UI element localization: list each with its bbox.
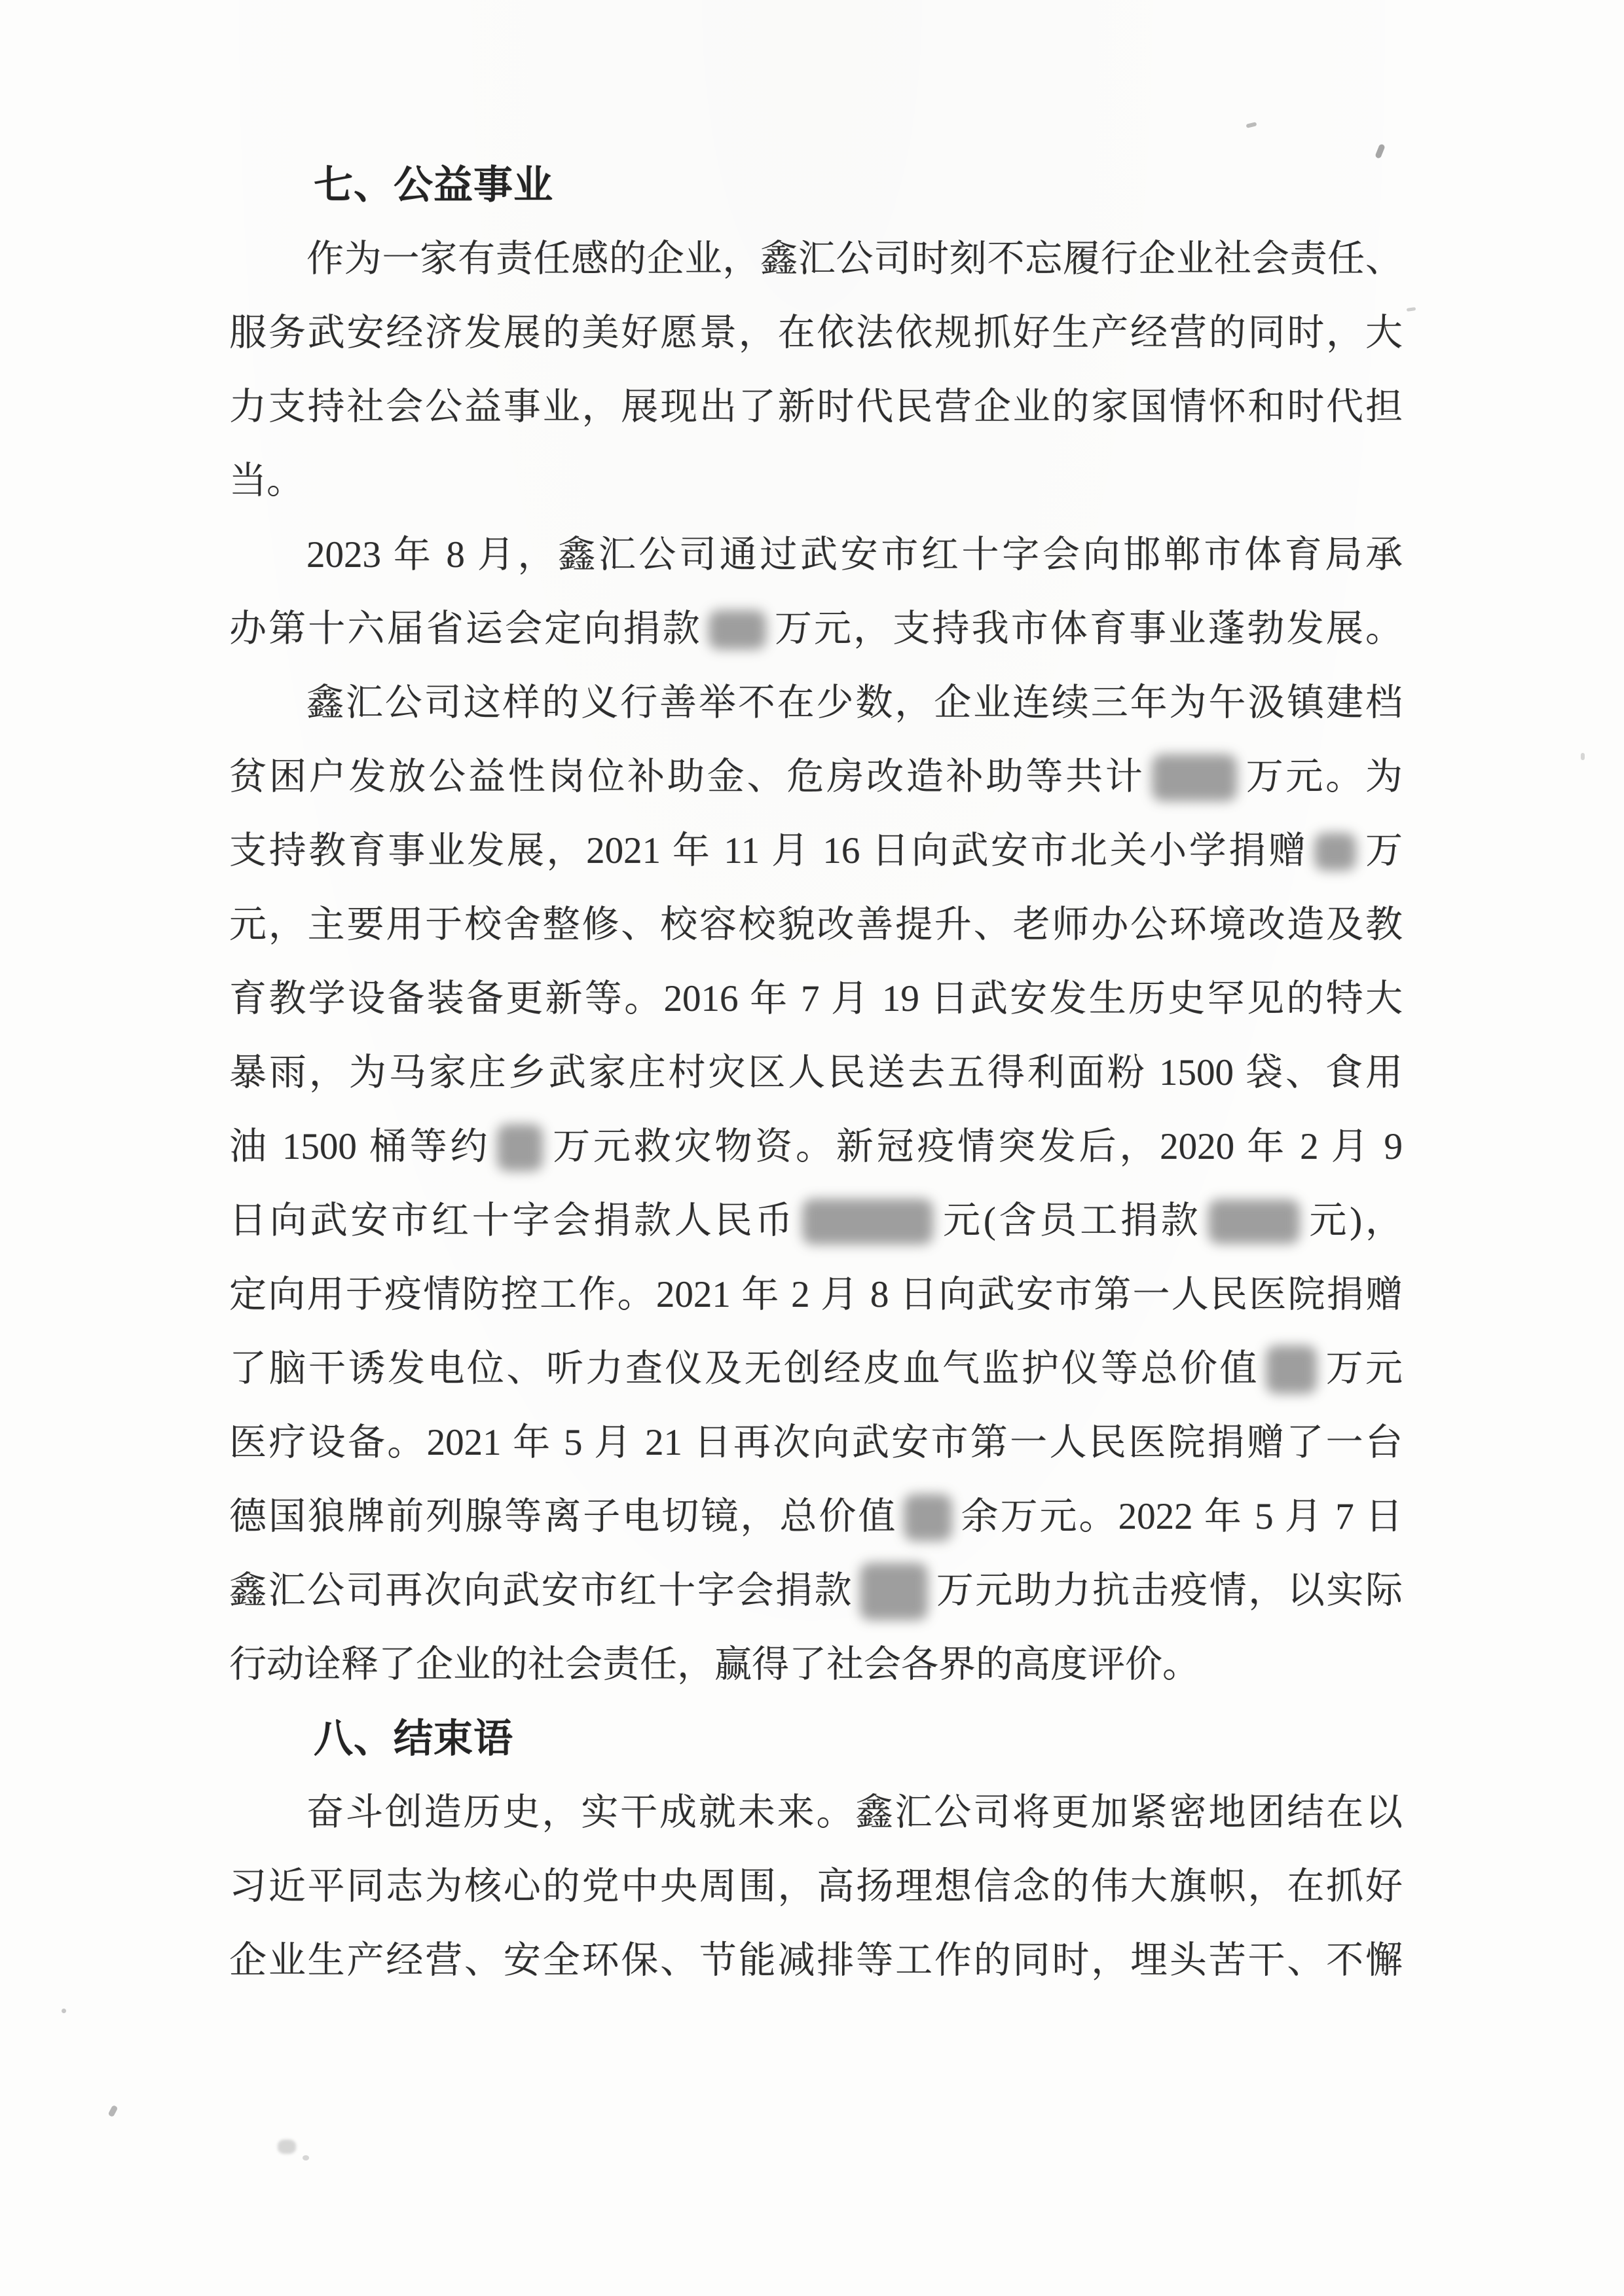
text-run: 德国狼牌前列腺等离子电切镜，总价值 [229, 1496, 898, 1537]
section-heading [229, 1702, 1403, 1776]
text-run: 元(含员工捐款 [940, 1200, 1202, 1241]
text-run: 了脑干诱发电位、听力查仪及无创经皮血气监护仪等总价值 [229, 1348, 1259, 1389]
text-line [229, 222, 1403, 296]
text-line [229, 1110, 1403, 1184]
text-run: 油 1500 桶等约 [229, 1126, 491, 1167]
text-run: 习近平同志为核心的党中央周围，高扬理想信念的伟大旗帜，在抓好 [229, 1866, 1403, 1907]
text-line [229, 1406, 1403, 1480]
text-run: 元，主要用于校舍整修、校容校貌改善提升、老师办公环境改造及教 [229, 904, 1403, 945]
text-run: 办第十六届省运会定向捐款 [229, 608, 702, 649]
redaction-blur [904, 1494, 952, 1541]
text-line [229, 592, 1403, 666]
text-line [229, 666, 1403, 740]
text-run: 作为一家有责任感的企业，鑫汇公司时刻不忘履行企业社会责任、 [306, 238, 1403, 280]
text-line [229, 1628, 1403, 1702]
scan-speck [303, 2155, 309, 2160]
scan-speck [1581, 753, 1585, 760]
text-run: 育教学设备装备更新等。2016 年 7 月 19 日武安发生历史罕见的特大 [229, 978, 1403, 1019]
scan-speck [1407, 307, 1416, 312]
text-run: 万元 [1323, 1348, 1403, 1389]
text-line [229, 518, 1403, 592]
redaction-blur [1152, 754, 1237, 801]
scan-speck [108, 2105, 119, 2117]
text-run: 医疗设备。2021 年 5 月 21 日再次向武安市第一人民医院捐赠了一台 [229, 1422, 1403, 1463]
redaction-blur [1266, 1345, 1317, 1394]
text-line [229, 1850, 1403, 1923]
text-run: 日向武安市红十字会捐款人民币 [229, 1200, 796, 1241]
section-heading [229, 148, 1403, 222]
text-run: 定向用于疫情防控工作。2021 年 2 月 8 日向武安市第一人民医院捐赠 [229, 1274, 1403, 1315]
text-run: 企业生产经营、安全环保、节能减排等工作的同时，埋头苦干、不懈 [229, 1940, 1403, 1981]
text-run: 万元。为 [1243, 756, 1403, 797]
text-run: 万元助力抗击疫情，以实际 [934, 1570, 1403, 1611]
scan-speck [1246, 122, 1257, 128]
scan-speck [278, 2140, 296, 2154]
text-line [229, 1036, 1403, 1110]
text-run: 七、公益事业 [314, 163, 553, 207]
text-run: 万元救灾物资。新冠疫情突发后，2020 年 2 月 9 [549, 1126, 1403, 1167]
text-run: 八、结束语 [314, 1717, 513, 1760]
redaction-blur [860, 1563, 928, 1620]
text-run: 鑫汇公司再次向武安市红十字会捐款 [229, 1570, 854, 1611]
text-line [229, 888, 1403, 962]
text-run: 支持教育事业发展，2021 年 11 月 16 日向武安市北关小学捐赠 [229, 830, 1308, 871]
text-line [229, 740, 1403, 814]
redaction-blur [802, 1199, 933, 1245]
text-line [229, 1258, 1403, 1332]
document-text [229, 148, 1403, 1997]
text-line [229, 1554, 1403, 1628]
redaction-blur [1208, 1199, 1300, 1244]
text-run: 贫困户发放公益性岗位补助金、危房改造补助等共计 [229, 756, 1145, 797]
text-run: 余万元。2022 年 5 月 7 日 [959, 1496, 1403, 1537]
text-line [229, 444, 1403, 518]
redaction-blur [497, 1124, 543, 1171]
scan-speck [62, 2009, 66, 2013]
redaction-blur [709, 610, 766, 649]
text-run: 行动诠释了企业的社会责任，赢得了社会各界的高度评价。 [229, 1644, 1200, 1685]
text-run: 万 [1363, 830, 1403, 871]
text-run: 暴雨，为马家庄乡武家庄村灾区人民送去五得利面粉 1500 袋、食用 [229, 1052, 1403, 1093]
text-line [229, 1332, 1403, 1406]
text-run: 服务武安经济发展的美好愿景，在依法依规抓好生产经营的同时，大 [229, 312, 1403, 354]
text-line [229, 1776, 1403, 1850]
text-line [229, 370, 1403, 444]
text-line [229, 962, 1403, 1036]
text-run: 万元，支持我市体育事业蓬勃发展。 [772, 608, 1403, 649]
redaction-blur [1314, 833, 1356, 871]
text-run: 奋斗创造历史，实干成就未来。鑫汇公司将更加紧密地团结在以 [306, 1792, 1403, 1833]
text-run: 元)， [1306, 1200, 1403, 1241]
text-run: 鑫汇公司这样的义行善举不在少数，企业连续三年为午汲镇建档 [306, 682, 1403, 723]
text-line [229, 1480, 1403, 1554]
text-run: 当。 [229, 460, 304, 501]
text-run: 2023 年 8 月，鑫汇公司通过武安市红十字会向邯郸市体育局承 [306, 534, 1403, 575]
text-line [229, 1923, 1403, 1997]
text-line [229, 814, 1403, 888]
text-line [229, 296, 1403, 370]
text-line [229, 1184, 1403, 1258]
text-run: 力支持社会公益事业，展现出了新时代民营企业的家国情怀和时代担 [229, 386, 1403, 428]
